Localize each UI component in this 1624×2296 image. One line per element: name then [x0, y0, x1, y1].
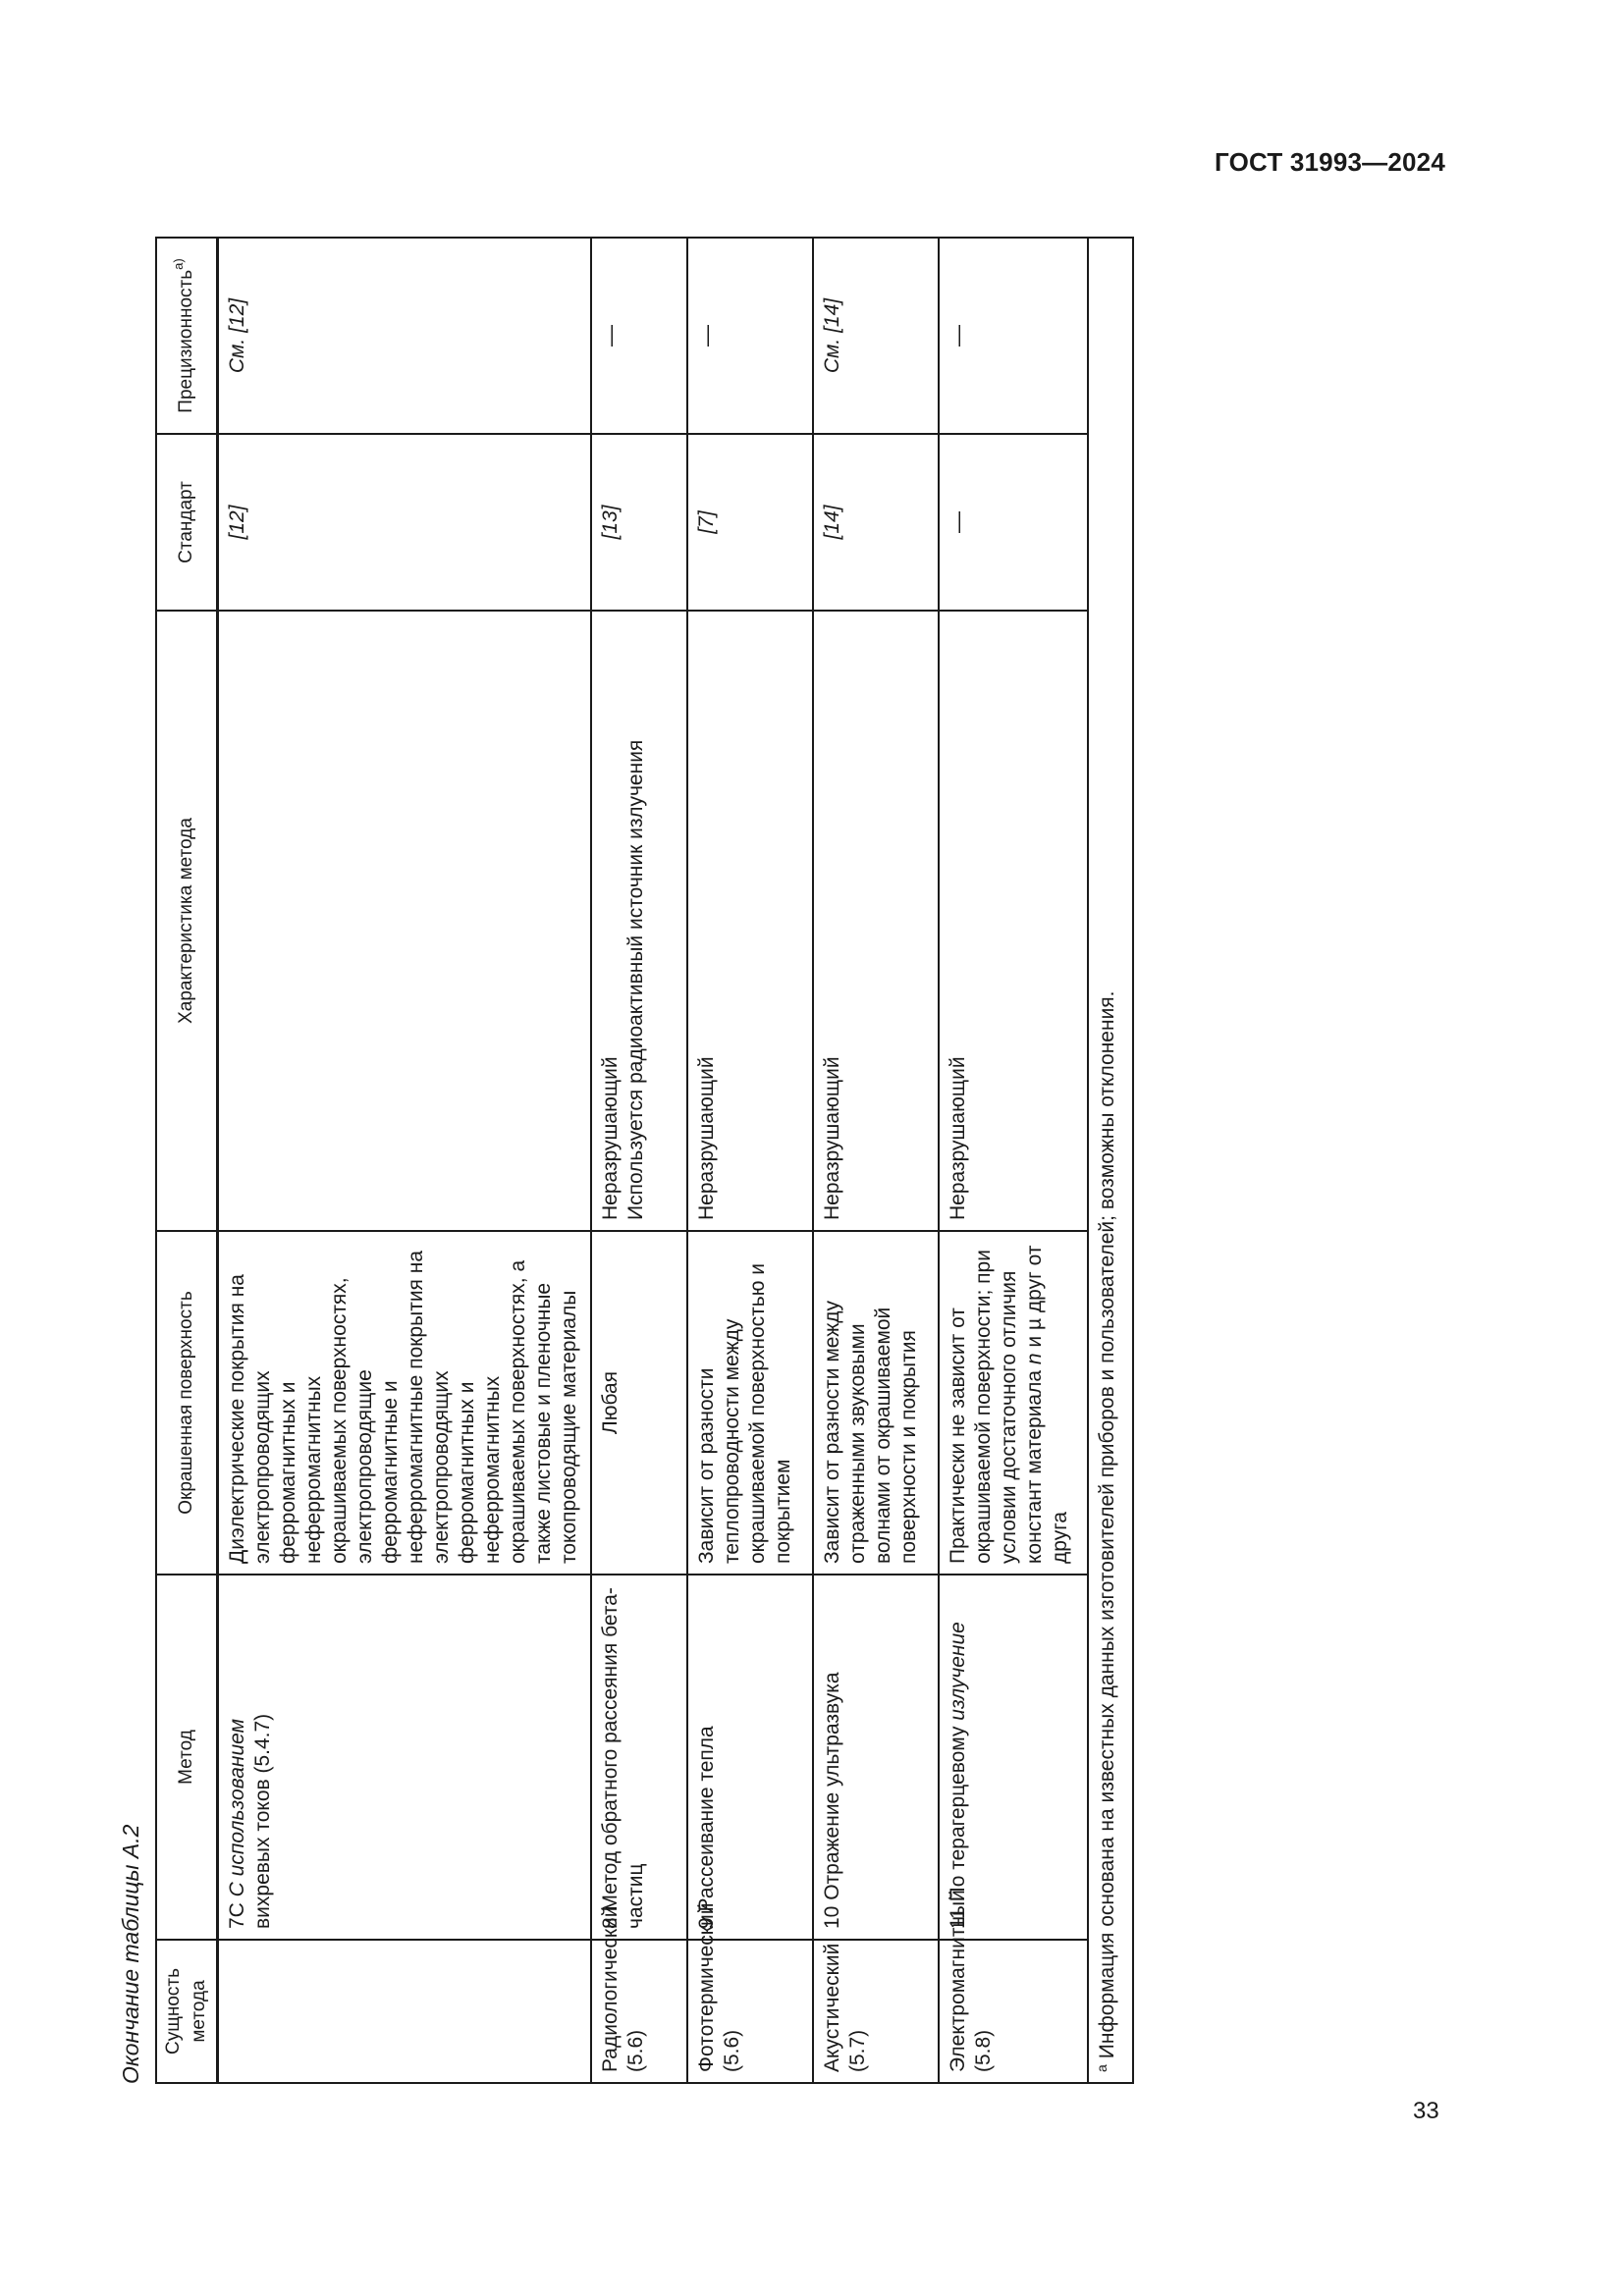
cell-characteristic: Неразрушающий: [813, 611, 939, 1231]
col-header-method: Метод: [156, 1575, 218, 1940]
cell-precision: —: [591, 238, 687, 434]
cell-precision: —: [939, 238, 1088, 434]
cell-standard: [13]: [591, 434, 687, 611]
cell-characteristic: Неразрушающий: [939, 611, 1088, 1231]
cell-method: 10 Отражение ультразвука: [813, 1575, 939, 1940]
cell-standard: [14]: [813, 434, 939, 611]
table-row: [218, 238, 592, 2083]
cell-essence: Электромагнитный (5.8): [939, 1940, 1088, 2083]
table-row: [813, 238, 939, 2083]
cell-standard: [12]: [218, 434, 592, 611]
cell-characteristic: Неразрушающий Используется радиоактивный источник излучения: [591, 611, 687, 1231]
cell-method: 8 Метод обратного рассеяния бета-частиц: [591, 1575, 687, 1940]
cell-precision: —: [687, 238, 813, 434]
table-header-row: [156, 238, 218, 2083]
cell-surface: Любая: [591, 1231, 687, 1575]
cell-surface: Зависит от разности теплопроводности между окрашиваемой поверхностью и покрытием: [687, 1231, 813, 1575]
col-header-characteristic: Характеристика метода: [156, 611, 218, 1231]
col-header-precision: Прецизионность$^{а)}$: [156, 238, 218, 434]
footnote-row: [1088, 238, 1133, 2083]
rotated-table-section: [116, 239, 1196, 2084]
table-footnote: $^а$Информация основана на известных данных изготовителей приборов и пользователей; возможны отклонения.: [1088, 238, 1133, 2083]
col-header-essence: Сущность метода: [156, 1940, 218, 2083]
cell-essence: Акустический (5.7): [813, 1940, 939, 2083]
table-row: [687, 238, 813, 2083]
page-number: 33: [1413, 2098, 1439, 2124]
col-header-standard: Стандарт: [156, 434, 218, 611]
cell-surface: Диэлектрические покрытия на электропроводящих ферромагнитных и неферромагнитных окрашиваемых поверхностях, электропроводящие ферромагнитные и неферромагнитные покрытия на электропроводящих ферромагнитных и неферромагнитных окрашиваемых поверхностях, а также листовые и пленочные токопроводящие материалы: [218, 1231, 592, 1575]
cell-method: 11 По терагерцевому излучение: [939, 1575, 1088, 1940]
table-row: [591, 238, 687, 2083]
cell-characteristic: [218, 611, 592, 1231]
cell-method: 7С С использованием вихревых токов (5.4.7): [218, 1575, 592, 1940]
cell-standard: —: [939, 434, 1088, 611]
methods-table: [155, 237, 1134, 2084]
cell-surface: Зависит от разности между отраженными звуковыми волнами от окрашиваемой поверхности и покрытия: [813, 1231, 939, 1575]
cell-surface: Практически не зависит от окрашиваемой поверхности; при условии достаточного отличия констант материала n и µ друг от друга: [939, 1231, 1088, 1575]
col-header-surface: Окрашенная поверхность: [156, 1231, 218, 1575]
table-row: [939, 238, 1088, 2083]
cell-essence: [218, 1940, 592, 2083]
table-caption: Окончание таблицы А.2: [118, 1824, 143, 2084]
cell-essence: Фототермический (5.6): [687, 1940, 813, 2083]
cell-standard: [7]: [687, 434, 813, 611]
cell-essence: Радиологический (5.6): [591, 1940, 687, 2083]
cell-characteristic: Неразрушающий: [687, 611, 813, 1231]
cell-precision: См. [12]: [218, 238, 592, 434]
cell-method: 9 Рассеивание тепла: [687, 1575, 813, 1940]
document-code: ГОСТ 31993—2024: [1215, 147, 1445, 177]
cell-precision: См. [14]: [813, 238, 939, 434]
